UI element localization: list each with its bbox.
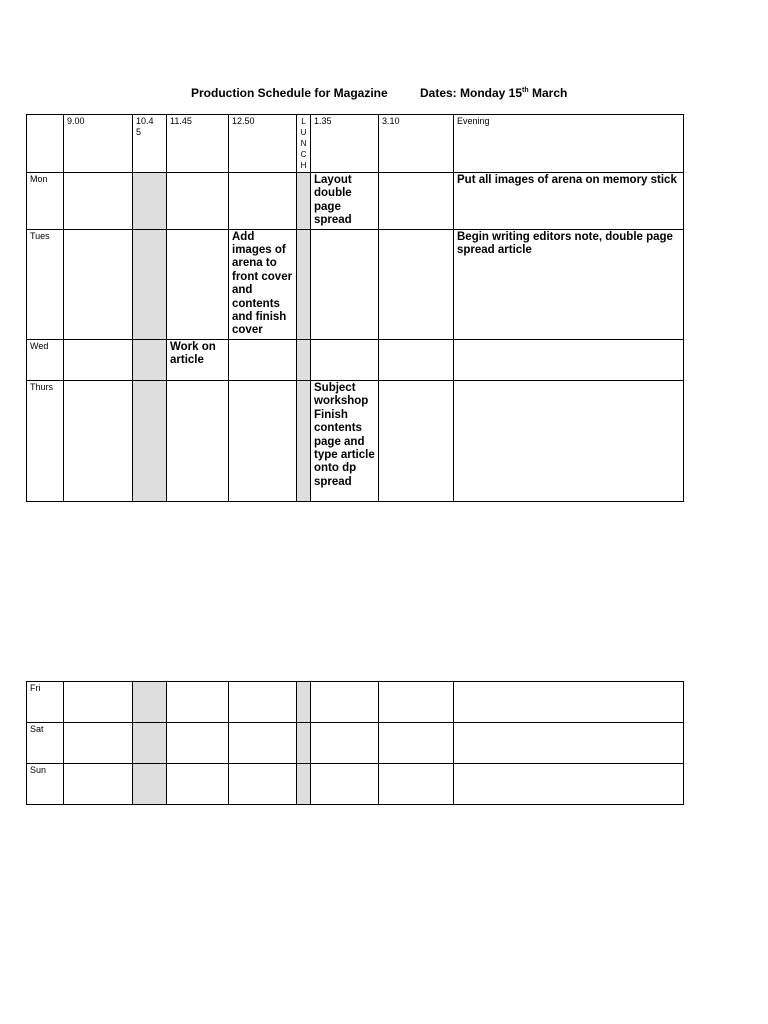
lunch-cell bbox=[297, 339, 311, 380]
cell bbox=[229, 764, 297, 805]
lunch-cell bbox=[297, 229, 311, 339]
cell bbox=[454, 380, 684, 501]
cell bbox=[229, 723, 297, 764]
dates-suffix: th bbox=[522, 87, 529, 94]
cell bbox=[311, 682, 379, 723]
day-label-sun: Sun bbox=[27, 764, 64, 805]
thurs-135-cell: Subject workshop Finish contents page and type article onto dp spread bbox=[311, 380, 379, 501]
lunch-letter: H bbox=[300, 161, 307, 170]
dates-heading bbox=[420, 86, 567, 100]
mon-135-cell: Layout double page spread bbox=[311, 173, 379, 230]
cell bbox=[454, 682, 684, 723]
cell bbox=[64, 380, 133, 501]
time-header-900: 9.00 bbox=[64, 115, 133, 173]
cell bbox=[311, 339, 379, 380]
shaded-cell bbox=[133, 682, 167, 723]
cell bbox=[379, 723, 454, 764]
cell bbox=[454, 339, 684, 380]
cell bbox=[64, 764, 133, 805]
cell bbox=[379, 682, 454, 723]
shaded-cell bbox=[133, 380, 167, 501]
time-header-1045: 10.4 5 bbox=[133, 115, 167, 173]
lunch-cell bbox=[297, 173, 311, 230]
lunch-cell bbox=[297, 764, 311, 805]
cell bbox=[454, 764, 684, 805]
cell bbox=[379, 173, 454, 230]
shaded-cell bbox=[133, 173, 167, 230]
day-label-mon: Mon bbox=[27, 173, 64, 230]
cell bbox=[64, 682, 133, 723]
cell bbox=[379, 380, 454, 501]
table-row bbox=[27, 339, 684, 380]
table-row bbox=[27, 380, 684, 501]
shaded-cell bbox=[133, 723, 167, 764]
time-header-evening: Evening bbox=[454, 115, 684, 173]
tues-1250-cell: Add images of arena to front cover and contents and finish cover bbox=[229, 229, 297, 339]
table-row bbox=[27, 229, 684, 339]
cell bbox=[64, 173, 133, 230]
cell bbox=[64, 723, 133, 764]
cell bbox=[167, 764, 229, 805]
cell bbox=[167, 229, 229, 339]
cell bbox=[311, 764, 379, 805]
day-label-fri: Fri bbox=[27, 682, 64, 723]
day-label-thurs: Thurs bbox=[27, 380, 64, 501]
weekend-table bbox=[26, 681, 684, 805]
shaded-cell bbox=[133, 339, 167, 380]
time-header-310: 3.10 bbox=[379, 115, 454, 173]
dates-month: March bbox=[531, 86, 568, 100]
schedule-table bbox=[26, 114, 684, 502]
cell bbox=[167, 723, 229, 764]
page-title: Production Schedule for Magazine bbox=[191, 86, 388, 100]
cell bbox=[379, 229, 454, 339]
corner-cell bbox=[27, 115, 64, 173]
wed-1145-cell: Work on article bbox=[167, 339, 229, 380]
lunch-letter: N bbox=[300, 139, 307, 148]
cell bbox=[167, 682, 229, 723]
mon-evening-cell: Put all images of arena on memory stick bbox=[454, 173, 684, 230]
table-row bbox=[27, 723, 684, 764]
cell bbox=[229, 380, 297, 501]
tues-evening-cell: Begin writing editors note, double page spread article bbox=[454, 229, 684, 339]
cell bbox=[229, 339, 297, 380]
day-label-wed: Wed bbox=[27, 339, 64, 380]
cell bbox=[64, 229, 133, 339]
lunch-cell bbox=[297, 380, 311, 501]
lunch-letter: L bbox=[301, 117, 306, 126]
lunch-cell bbox=[297, 723, 311, 764]
cell bbox=[167, 173, 229, 230]
cell bbox=[379, 339, 454, 380]
lunch-letter: U bbox=[300, 128, 307, 137]
cell bbox=[454, 723, 684, 764]
shaded-cell bbox=[133, 229, 167, 339]
table-row bbox=[27, 173, 684, 230]
lunch-letter: C bbox=[300, 150, 307, 159]
time-header-135: 1.35 bbox=[311, 115, 379, 173]
cell bbox=[167, 380, 229, 501]
cell bbox=[64, 339, 133, 380]
cell bbox=[379, 764, 454, 805]
cell bbox=[229, 173, 297, 230]
cell bbox=[311, 723, 379, 764]
lunch-header bbox=[297, 115, 311, 173]
header-row bbox=[27, 115, 684, 173]
day-label-sat: Sat bbox=[27, 723, 64, 764]
cell bbox=[311, 229, 379, 339]
table-row bbox=[27, 682, 684, 723]
dates-label: Dates: Monday 15 bbox=[420, 86, 523, 100]
lunch-cell bbox=[297, 682, 311, 723]
day-label-tues: Tues bbox=[27, 229, 64, 339]
shaded-cell bbox=[133, 764, 167, 805]
table-row bbox=[27, 764, 684, 805]
time-header-1250: 12.50 bbox=[229, 115, 297, 173]
cell bbox=[229, 682, 297, 723]
time-header-1145: 11.45 bbox=[167, 115, 229, 173]
